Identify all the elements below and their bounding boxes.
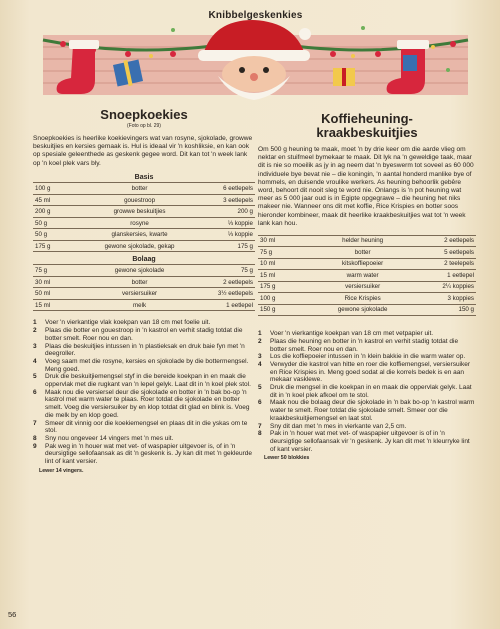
table-row bbox=[258, 235, 476, 247]
list-item bbox=[33, 343, 255, 358]
step-text: Los die koffiepoeier intussen in 'n klein bakkie in die warm water op. bbox=[270, 353, 466, 361]
table-row bbox=[33, 206, 255, 218]
table-row bbox=[258, 270, 476, 282]
amount: 15 ml bbox=[258, 270, 306, 282]
step-number: 3 bbox=[33, 342, 37, 350]
step-number: 2 bbox=[258, 337, 262, 345]
step-text: Pak weg in 'n houer wat met vet- of waspapier uitgevoer is, of in 'n deursigtige sellofaansak as dit 'n geskenk is. Jy kan dit met 'n gekleurde lint of kant versier. bbox=[45, 442, 252, 466]
quantity: 6 eetlepels bbox=[197, 183, 255, 195]
step-text: Sny dit dan met 'n mes in vierkante van 2,5 cm. bbox=[270, 422, 407, 430]
amount: 45 ml bbox=[33, 194, 82, 206]
quantity: 200 g bbox=[197, 206, 255, 218]
ingredients-table bbox=[258, 235, 476, 317]
ingredient: growwe beskuitjies bbox=[82, 206, 197, 218]
amount: 15 ml bbox=[33, 299, 82, 311]
recipe-yield: Lewer 14 vingers. bbox=[39, 467, 84, 474]
recipe-title: Snoepkoekies bbox=[100, 107, 188, 122]
amount: 10 ml bbox=[258, 258, 306, 270]
amount: 175 g bbox=[33, 240, 82, 252]
amount: 150 g bbox=[258, 304, 306, 316]
step-text: Druk die mengsel in die koekpan in en maak die oppervlak gelyk. Laat dit in 'n koel plek afkoel om te stol. bbox=[270, 384, 472, 399]
table-row bbox=[33, 194, 255, 206]
list-item bbox=[258, 361, 476, 384]
step-text: Pak in 'n houer wat met vet- of waspapier uitgevoer is of in 'n deursigtige sellofaansak vir 'n geskenk. Jy kan dit met 'n kleurryke lint of kant versier. bbox=[270, 430, 470, 453]
ingredients-table-bolaag bbox=[33, 264, 255, 311]
quantity: ⅓ koppie bbox=[197, 217, 255, 229]
amount: 50 ml bbox=[33, 288, 82, 300]
step-text: Druk die beskuitjiemengsel styf in die bereide koekpan in en maak die oppervlak met die rugkant van 'n lepel gelyk. Laat dit in 'n koel plek stol. bbox=[45, 373, 251, 389]
step-number: 8 bbox=[258, 430, 262, 438]
small-gift bbox=[333, 68, 355, 86]
step-text: Plaas die heuning en botter in 'n kastrol en verhit stadig totdat die botter smelt. Roer nou en dan. bbox=[270, 337, 459, 353]
recipe-intro: Snoepkoekies is heerlike koekievingers wat van rosyne, sjokolade, growwe beskuitjies en kersies gemaak is. Hul is ideaal vir 'n koshliksie, en kan ook op spesiale geleenthede as geskenk gegee word. Dit kan tot 'n week lank op 'n koel plek vars bly. bbox=[33, 135, 253, 167]
amount: 30 ml bbox=[33, 276, 82, 288]
step-text: Voer 'n vierkantige vlak koekpan van 18 cm met foelie uit. bbox=[45, 319, 211, 327]
ingredient: gouestroop bbox=[82, 194, 197, 206]
quantity: 2 eetlepels bbox=[197, 276, 255, 288]
list-item bbox=[33, 443, 255, 466]
quantity: 2 teelepels bbox=[419, 258, 476, 270]
step-text: Maak nou die bolaag deur die sjokolade in 'n bak bo-op 'n kastrol warm water te smelt. Roer totdat die sjokolade smelt. Smeer oor die kraakbeskuitjiemengsel en laat stol. bbox=[270, 399, 475, 422]
list-item bbox=[258, 353, 476, 361]
ingredient: kitskoffiepoeier bbox=[306, 258, 419, 270]
step-number: 1 bbox=[258, 330, 262, 338]
ingredient: gewone sjokolade bbox=[306, 304, 419, 316]
ingredient: helder heuning bbox=[306, 235, 419, 247]
step-number: 1 bbox=[33, 319, 37, 327]
ingredient: Rice Krispies bbox=[306, 293, 419, 305]
recipe-title bbox=[258, 112, 476, 140]
section-title: Knibbelgeskenkies bbox=[208, 10, 303, 21]
step-text: Sny nou ongeveer 14 vingers met 'n mes uit. bbox=[45, 434, 174, 442]
table-row bbox=[33, 265, 255, 277]
table-row bbox=[33, 288, 255, 300]
step-number: 8 bbox=[33, 434, 37, 442]
list-item bbox=[258, 338, 476, 353]
amount: 50 g bbox=[33, 229, 82, 241]
list-item bbox=[33, 327, 255, 342]
step-number: 4 bbox=[258, 360, 262, 368]
list-item bbox=[33, 435, 255, 443]
list-item bbox=[33, 319, 255, 327]
amount: 75 g bbox=[33, 265, 82, 277]
quantity: ⅓ koppie bbox=[197, 229, 255, 241]
table-title-bolaag: Bolaag bbox=[132, 256, 156, 264]
ingredient: glanskersies, kwarte bbox=[82, 229, 197, 241]
step-number: 7 bbox=[33, 419, 37, 427]
step-number: 9 bbox=[33, 442, 37, 450]
list-item bbox=[258, 384, 476, 399]
amount: 50 g bbox=[33, 217, 82, 229]
list-item bbox=[258, 330, 476, 338]
ingredient: versiersuiker bbox=[82, 288, 197, 300]
ingredient: botter bbox=[82, 183, 197, 195]
step-text: Verwyder die kastrol van hitte en roer die koffiemengsel, versiersuiker en Rice Krispies in. Meng goed sodat al die korrels bedek is en aan mekaar vasklewe. bbox=[270, 360, 471, 384]
table-row bbox=[33, 229, 255, 241]
step-number: 4 bbox=[33, 357, 37, 365]
method-steps bbox=[258, 330, 476, 453]
christmas-banner-illustration bbox=[33, 10, 478, 110]
quantity: 1 eetlepel bbox=[419, 270, 476, 282]
recipe-snoepkoekies bbox=[33, 108, 255, 474]
step-text: Voer 'n vierkantige koekpan van 18 cm met vetpapier uit. bbox=[270, 330, 434, 338]
recipe-yield: Lewer 50 blokkies bbox=[264, 455, 310, 462]
step-number: 2 bbox=[33, 327, 37, 335]
quantity: 2¼ koppies bbox=[419, 281, 476, 293]
table-title-basis: Basis bbox=[134, 174, 154, 182]
ingredient: gewone sjokolade bbox=[82, 265, 197, 277]
ingredient: rosyne bbox=[82, 217, 197, 229]
table-row bbox=[258, 293, 476, 305]
step-number: 7 bbox=[258, 422, 262, 430]
recipe-title-line2: kraakbeskuitjies bbox=[316, 125, 418, 140]
table-row bbox=[258, 281, 476, 293]
list-item bbox=[258, 430, 476, 453]
quantity: 3 eetlepels bbox=[197, 194, 255, 206]
step-number: 6 bbox=[33, 388, 37, 396]
amount: 100 g bbox=[33, 183, 82, 195]
amount: 100 g bbox=[258, 293, 306, 305]
list-item bbox=[258, 399, 476, 422]
table-row bbox=[33, 240, 255, 252]
step-text: Plaas die botter en gouestroop in 'n kastrol en verhit stadig totdat die botter smelt. Roer nou en dan. bbox=[45, 327, 243, 342]
step-text: Plaas die beskuitjies intussen in 'n plastieksak en druk baie fyn met 'n deegroller. bbox=[45, 342, 245, 358]
table-row bbox=[258, 247, 476, 259]
step-text: Voeg saam met die rosyne, kersies en sjokolade by die bottermengsel. Meng goed. bbox=[45, 357, 249, 373]
table-row bbox=[33, 299, 255, 311]
table-row bbox=[258, 258, 476, 270]
list-item bbox=[33, 358, 255, 373]
quantity: 3½ eetlepels bbox=[197, 288, 255, 300]
step-number: 6 bbox=[258, 399, 262, 407]
ingredient: warm water bbox=[306, 270, 419, 282]
list-item bbox=[33, 389, 255, 420]
list-item bbox=[33, 373, 255, 388]
step-text: Maak nou die versiersel deur die sjokolade en botter in 'n bak bo-op 'n kastrol met warm water te plaas. Roer totdat die sjokolade en botter smelt. Voeg die versiersuiker by en klop totdat dit glad en blink is. Voeg die melk by en klop goed. bbox=[45, 388, 250, 419]
ingredient: melk bbox=[82, 299, 197, 311]
recipe-title-line1: Koffieheuning- bbox=[321, 111, 413, 126]
page-number: 56 bbox=[8, 610, 17, 619]
table-row bbox=[33, 276, 255, 288]
photo-reference: (Foto op bl. 29) bbox=[127, 123, 161, 129]
list-item bbox=[33, 420, 255, 435]
amount: 200 g bbox=[33, 206, 82, 218]
amount: 75 g bbox=[258, 247, 306, 259]
step-text: Smeer dit vinnig oor die koekiemengsel en plaas dit in die yskas om te stol. bbox=[45, 419, 248, 435]
amount: 30 ml bbox=[258, 235, 306, 247]
ingredient: gewone sjokolade, gekap bbox=[82, 240, 197, 252]
table-row bbox=[258, 304, 476, 316]
recipe-intro: Om 500 g heuning te maak, moet 'n by drie keer om die aarde vlieg om nektar en stuifmeel bymekaar te maak. Dit lyk na 'n geweldige taak, maar dit is nie so moeilik as jy in ag neem dat 'n byeswerm tot soveel as 60 000 individuele bye bevat nie – die koningin, 'n aantal honderd manlike bye of hommels, en duisende vroulike werkers. As heuning behoorlik gebêre word, behoort dit nooit sleg te word nie. Onlangs is 'n pot heuning wat meer as 5 000 jaar oud is in Egipte opgegrawe – die heuning het niks makeer nie. Wanneer ons dit met koffie, Rice Krispies en botter soos hieronder kombineer, maak dit heerlike kraakbeskuitjies wat tot 'n week lank kan hou. bbox=[258, 146, 474, 227]
method-steps bbox=[33, 319, 255, 465]
quantity: 175 g bbox=[197, 240, 255, 252]
quantity: 2 eetlepels bbox=[419, 235, 476, 247]
quantity: 75 g bbox=[197, 265, 255, 277]
list-item bbox=[258, 423, 476, 431]
banner-artwork bbox=[33, 10, 478, 110]
quantity: 1 eetlepel bbox=[197, 299, 255, 311]
quantity: 5 eetlepels bbox=[419, 247, 476, 259]
ingredient: botter bbox=[82, 276, 197, 288]
step-number: 5 bbox=[258, 384, 262, 392]
recipe-koffieheuning bbox=[258, 112, 476, 461]
ingredients-table-basis bbox=[33, 182, 255, 252]
amount: 175 g bbox=[258, 281, 306, 293]
quantity: 3 koppies bbox=[419, 293, 476, 305]
table-row bbox=[33, 183, 255, 195]
step-number: 5 bbox=[33, 373, 37, 381]
step-number: 3 bbox=[258, 353, 262, 361]
ingredient: botter bbox=[306, 247, 419, 259]
quantity: 150 g bbox=[419, 304, 476, 316]
table-row bbox=[33, 217, 255, 229]
ingredient: versiersuiker bbox=[306, 281, 419, 293]
